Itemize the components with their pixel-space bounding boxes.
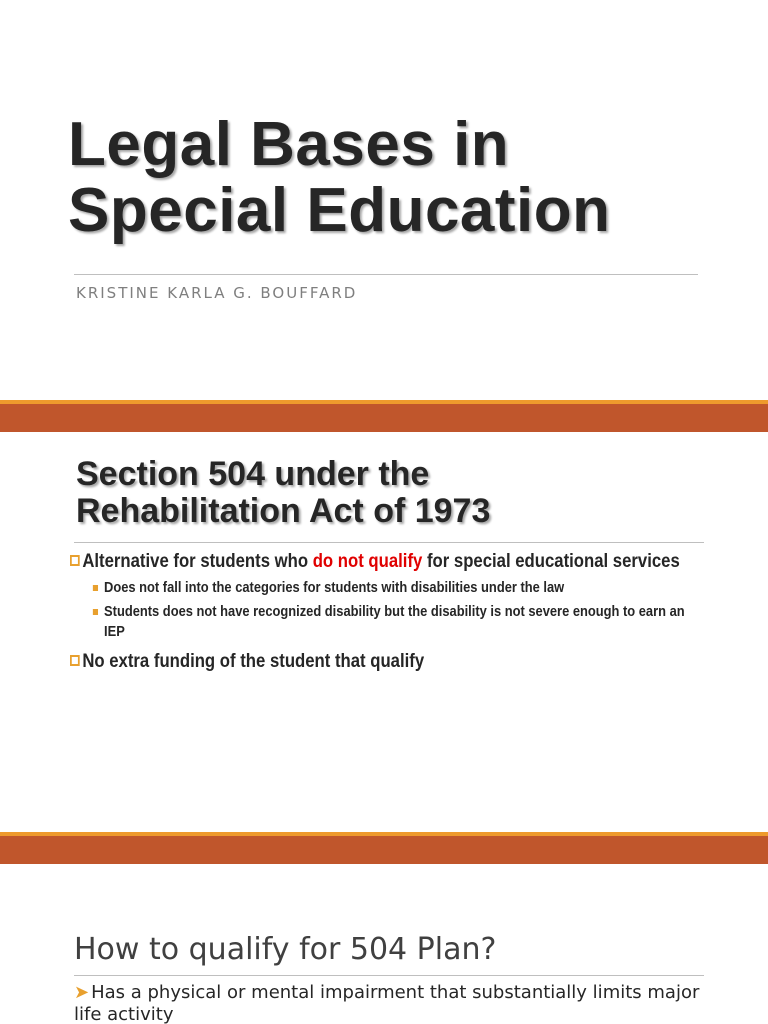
arrow-bullet-icon: ➤ <box>74 982 90 1003</box>
slide-3 <box>0 864 768 1024</box>
slide-2-title-line-1: Section 504 under the <box>76 455 430 493</box>
slide-separator-band <box>0 404 768 432</box>
bullet-text: Alternative for students who <box>82 551 313 572</box>
list-item <box>70 550 704 574</box>
slide-3-title: How to qualify for 504 Plan? <box>74 932 497 967</box>
slide-1 <box>0 0 768 400</box>
bullet-text: for special educational services <box>422 551 680 572</box>
sub-bullet-text: Does not fall into the categories for students with disabilities under the law <box>104 579 565 596</box>
slide-separator-band <box>0 836 768 864</box>
slide-2-title <box>76 456 490 530</box>
title-divider <box>74 274 698 275</box>
bullet-text: Has a physical or mental impairment that substantially limits major life activity <box>74 982 700 1024</box>
title-divider <box>74 975 704 976</box>
sub-list-item <box>92 602 706 642</box>
slide-2 <box>0 432 768 832</box>
sub-bullet-text: Students does not have recognized disability but the disability is not severe enough to earn an IEP <box>104 603 685 640</box>
bullet-text: No extra funding of the student that qualify <box>82 651 425 672</box>
slide-1-title-line-1: Legal Bases in <box>68 110 510 179</box>
sub-list-item <box>92 578 706 598</box>
sub-list-container <box>70 578 700 642</box>
title-divider <box>74 542 704 543</box>
list-item <box>70 650 704 674</box>
checkbox-bullet-icon <box>70 555 80 566</box>
slide-1-title-line-2: Special Education <box>68 176 611 245</box>
square-bullet-icon <box>93 609 98 615</box>
square-bullet-icon <box>93 585 98 591</box>
sub-bullet-list <box>92 578 700 642</box>
slide-2-title-line-2: Rehabilitation Act of 1973 <box>76 492 491 530</box>
slide-1-title <box>68 112 611 244</box>
bullet-list <box>70 550 710 674</box>
list-item <box>74 982 714 1024</box>
checkbox-bullet-icon <box>70 655 80 666</box>
highlighted-text: do not qualify <box>312 551 423 572</box>
author-name: KRISTINE KARLA G. BOUFFARD <box>76 284 358 302</box>
